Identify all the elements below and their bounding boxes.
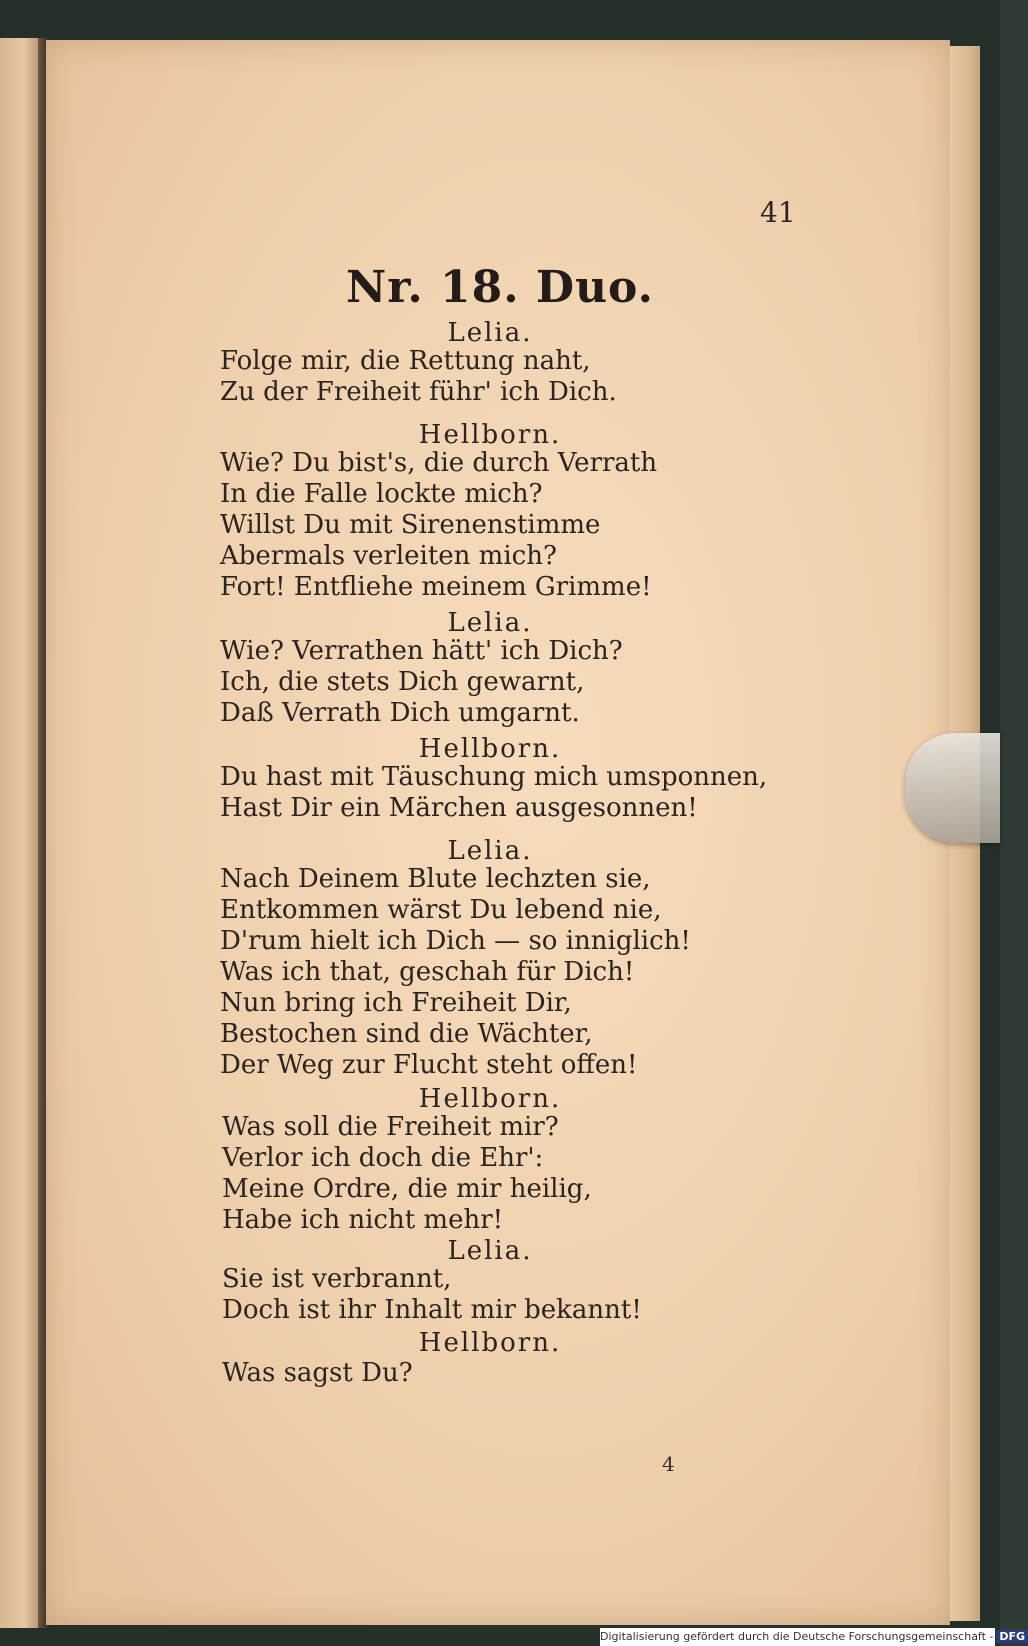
- verse-line: Meine Ordre, die mir heilig,: [222, 1174, 592, 1204]
- verse-line: Was sagst Du?: [222, 1358, 413, 1388]
- verse-line: D'rum hielt ich Dich — so inniglich!: [220, 926, 691, 956]
- verse-line: In die Falle lockte mich?: [220, 479, 543, 509]
- verse-line: Habe ich nicht mehr!: [222, 1205, 504, 1235]
- speaker-name: Hellborn.: [418, 1328, 562, 1358]
- verse-line: Hast Dir ein Märchen ausgesonnen!: [220, 793, 698, 823]
- verse-line: Fort! Entfliehe meinem Grimme!: [220, 572, 652, 602]
- speaker-name: Lelia.: [447, 608, 533, 638]
- verse-lines: [222, 1358, 1022, 1389]
- verse-line: Willst Du mit Sirenenstimme: [220, 510, 601, 540]
- verse-lines: [222, 1112, 1022, 1236]
- page-number: 41: [760, 196, 796, 229]
- verse-line: Nach Deinem Blute lechzten sie,: [220, 864, 651, 894]
- verse-lines: [220, 636, 1020, 729]
- dfg-logo: DFG: [996, 1630, 1028, 1643]
- verse-lines: [222, 1264, 1022, 1326]
- verse-line: Was soll die Freiheit mir?: [222, 1112, 559, 1142]
- verse-line: Daß Verrath Dich umgarnt.: [220, 698, 580, 728]
- verse-lines: [220, 448, 1020, 603]
- verse-line: Nun bring ich Freiheit Dir,: [220, 988, 572, 1018]
- speaker-name: Lelia.: [447, 1236, 533, 1266]
- verse-line: Der Weg zur Flucht steht offen!: [220, 1050, 638, 1080]
- footer-text: Digitalisierung gefördert durch die Deutsche Forschungsgemeinschaft -: [600, 1630, 994, 1643]
- speaker-name: Hellborn.: [418, 1084, 562, 1114]
- verse-line: Doch ist ihr Inhalt mir bekannt!: [222, 1295, 642, 1325]
- speaker-name: Hellborn.: [418, 734, 562, 764]
- verse-line: Bestochen sind die Wächter,: [220, 1019, 593, 1049]
- verse-line: Zu der Freiheit führ' ich Dich.: [220, 377, 617, 407]
- verse-line: Abermals verleiten mich?: [220, 541, 557, 571]
- verse-line: Wie? Du bist's, die durch Verrath: [220, 448, 658, 478]
- verse-line: Du hast mit Täuschung mich umsponnen,: [220, 762, 768, 792]
- verse-line: Verlor ich doch die Ehr':: [222, 1143, 544, 1173]
- verse-line: Folge mir, die Rettung naht,: [220, 346, 591, 376]
- verse-line: Entkommen wärst Du lebend nie,: [220, 895, 662, 925]
- verse-lines: [220, 762, 1020, 824]
- verse-line: Sie ist verbrannt,: [222, 1264, 452, 1294]
- speaker-name: Lelia.: [447, 836, 533, 866]
- verse-line: Ich, die stets Dich gewarnt,: [220, 667, 585, 697]
- verse-line: Was ich that, geschah für Dich!: [220, 957, 635, 987]
- speaker-name: Hellborn.: [418, 420, 562, 450]
- verse-line: Wie? Verrathen hätt' ich Dich?: [220, 636, 623, 666]
- verse-lines: [220, 346, 1020, 408]
- section-title: Nr. 18. Duo.: [346, 262, 654, 313]
- speaker-name: Lelia.: [447, 318, 533, 348]
- digitization-footer: [600, 1628, 1026, 1646]
- signature-mark: 4: [662, 1452, 675, 1476]
- verse-lines: [220, 864, 1020, 1081]
